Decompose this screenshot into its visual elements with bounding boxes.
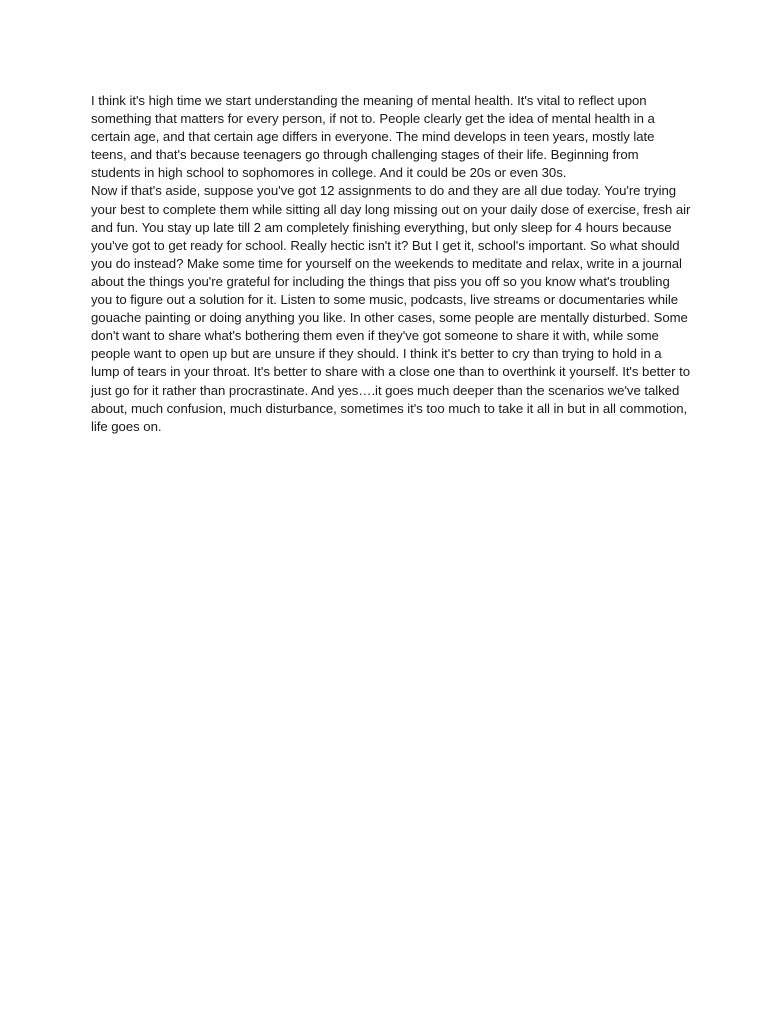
paragraph-1: I think it's high time we start understanding the meaning of mental health. It's vital to reflect upon something that matters for every person, if not to. People clearly get the idea of mental health in a certain age, and that certain age differs in everyone. The mind develops in teen years, mostly late teens, and that's because teenagers go through challenging stages of their life. Beginning from students in high school to sophomores in college. And it could be 20s or even 30s.	[91, 93, 655, 181]
document-body	[91, 92, 691, 436]
paragraph-2: Now if that's aside, suppose you've got 12 assignments to do and they are all due today. You're trying your best to complete them while sitting all day long missing out on your daily dose of exercise, fresh air and fun. You stay up late till 2 am completely finishing everything, but only sleep for 4 hours because you've got to get ready for school. Really hectic isn't it? But I get it, school's important. So what should you do instead? Make some time for yourself on the weekends to meditate and relax, write in a journal about the things you're grateful for including the things that piss you off so you know what's troubling you to figure out a solution for it. Listen to some music, podcasts, live streams or documentaries while gouache painting or doing anything you like. In other cases, some people are mentally disturbed. Some don't want to share what's bothering them even if they've got someone to share it with, while some people want to open up but are unsure if they should. I think it's better to cry than trying to hold in a lump of tears in your throat. It's better to share with a close one than to overthink it yourself. It's better to just go for it rather than procrastinate. And yes….it goes much deeper than the scenarios we've talked about, much confusion, much disturbance, sometimes it's too much to take it all in but in all commotion, life goes on.	[91, 183, 691, 434]
